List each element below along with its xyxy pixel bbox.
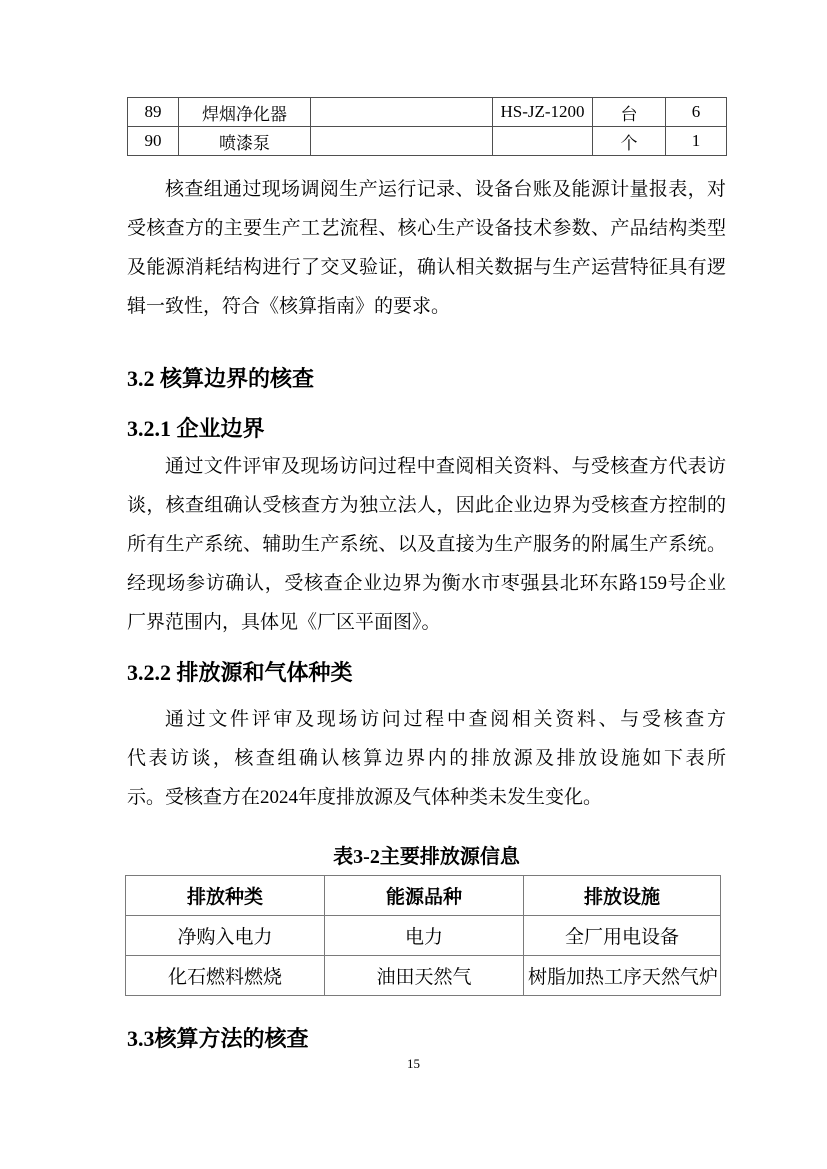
table-cell: 化石燃料燃烧 — [126, 956, 325, 996]
paragraph-line: 示。受核查方在2024年度排放源及气体种类未发生变化。 — [127, 787, 603, 808]
table-cell-no: 89 — [128, 98, 179, 127]
paragraph-line: 及能源消耗结构进行了交叉验证，确认相关数据与生产运营特征具有逻 — [127, 257, 726, 278]
paragraph-line: 厂界范围内，具体见《厂区平面图》。 — [127, 612, 441, 633]
paragraph-line: 通过文件评审及现场访问过程中查阅相关资料、与受核查方 — [165, 709, 726, 730]
table-cell-spec — [311, 98, 493, 127]
paragraph-line: 谈，核查组确认受核查方为独立法人，因此企业边界为受核查方控制的 — [127, 495, 726, 516]
paragraph-emission-sources — [127, 700, 726, 817]
table-cell-unit: 个 — [593, 127, 666, 156]
equipment-table-container — [127, 97, 727, 156]
table-row — [126, 956, 721, 996]
table-3-2-caption: 表3-2主要排放源信息 — [333, 846, 520, 868]
page-number: 15 — [407, 1056, 420, 1071]
paragraph-line: 代表访谈，核查组确认核算边界内的排放源及排放设施如下表所 — [127, 748, 726, 769]
table-cell: 树脂加热工序天然气炉 — [524, 956, 721, 996]
table-row — [126, 916, 721, 956]
paragraph-line: 经现场参访确认，受核查企业边界为衡水市枣强县北环东路159号企业 — [127, 573, 726, 594]
section-heading-3-2-1: 3.2.1 企业边界 — [127, 416, 265, 441]
paragraph-enterprise-boundary — [127, 447, 726, 642]
section-heading-3-2-2: 3.2.2 排放源和气体种类 — [127, 660, 353, 685]
paragraph-line: 受核查方的主要生产工艺流程、核心生产设备技术参数、产品结构类型 — [127, 218, 726, 239]
header-energy-kind: 能源品种 — [325, 876, 524, 916]
emissions-table-container — [125, 875, 721, 996]
equipment-table — [127, 97, 727, 156]
paragraph-verification-crosscheck — [127, 170, 726, 326]
table-cell: 油田天然气 — [325, 956, 524, 996]
table-cell-no: 90 — [128, 127, 179, 156]
emissions-table — [125, 875, 721, 996]
table-cell-name: 焊烟净化器 — [179, 98, 311, 127]
table-row — [128, 127, 727, 156]
paragraph-line: 通过文件评审及现场访问过程中查阅相关资料、与受核查方代表访 — [165, 456, 726, 477]
paragraph-line: 辑一致性，符合《核算指南》的要求。 — [127, 296, 451, 317]
table-cell-model — [493, 127, 593, 156]
table-cell: 全厂用电设备 — [524, 916, 721, 956]
table-row — [128, 98, 727, 127]
header-emission-facility: 排放设施 — [524, 876, 721, 916]
paragraph-line: 核查组通过现场调阅生产运行记录、设备台账及能源计量报表，对 — [165, 179, 726, 200]
section-heading-3-3: 3.3核算方法的核查 — [127, 1026, 309, 1051]
table-cell: 电力 — [325, 916, 524, 956]
paragraph-line: 所有生产系统、辅助生产系统、以及直接为生产服务的附属生产系统。 — [127, 534, 726, 555]
section-heading-3-2: 3.2 核算边界的核查 — [127, 366, 315, 391]
table-header-row — [126, 876, 721, 916]
table-cell-name: 喷漆泵 — [179, 127, 311, 156]
header-emission-type: 排放种类 — [126, 876, 325, 916]
table-cell-qty: 1 — [666, 127, 727, 156]
table-cell-unit: 台 — [593, 98, 666, 127]
table-cell: 净购入电力 — [126, 916, 325, 956]
table-cell-qty: 6 — [666, 98, 727, 127]
table-cell-spec — [311, 127, 493, 156]
table-cell-model: HS-JZ-1200 — [493, 98, 593, 127]
